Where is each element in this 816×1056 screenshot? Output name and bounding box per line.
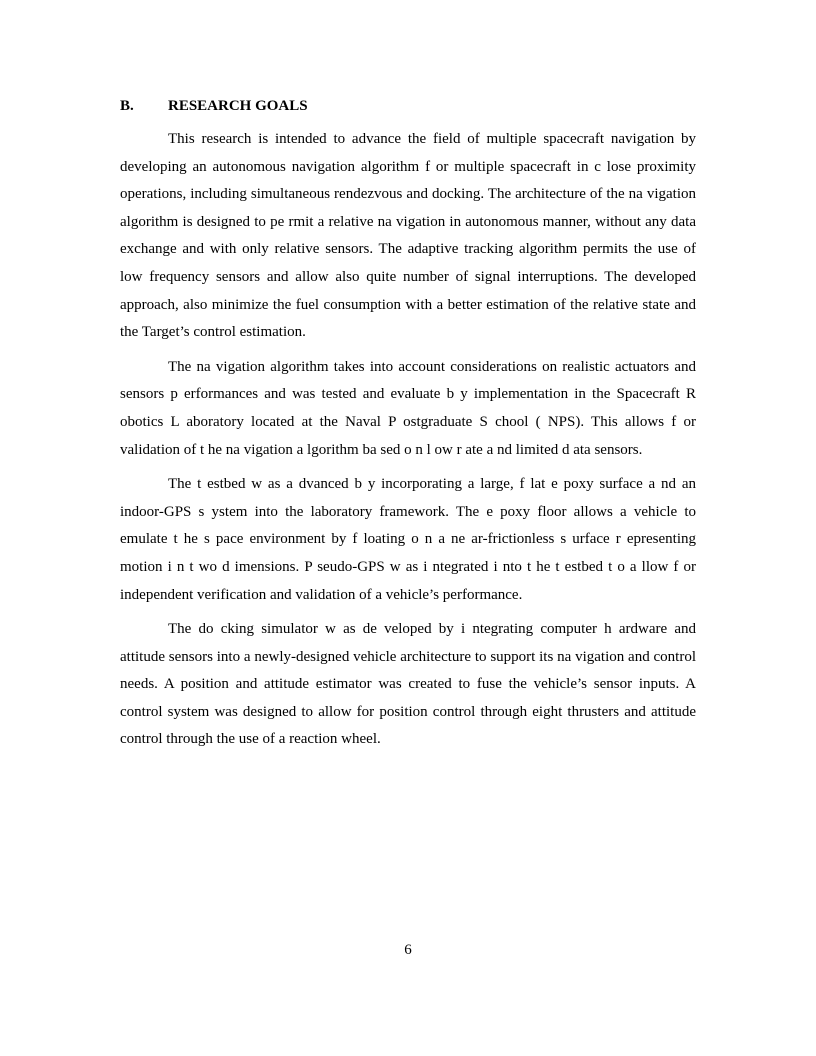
paragraph: The na vigation algorithm takes into account considerations on realistic actuators and sensors p erformances and was tested and evaluate b y implementation in the Spacecraft R obotics L aboratory located at the Naval P ostgraduate S chool ( NPS). This allows f or validation of t he na vigation a lgorithm ba sed o n l ow r ate a nd limited d ata sensors. xyxy=(120,358,696,458)
paragraph: This research is intended to advance the field of multiple spacecraft navigation by developing an autonomous navigation algorithm f or multiple spacecraft in c lose proximity operations, including simultaneous rendezvous and docking. The architecture of the na vigation algorithm is designed to pe rmit a relative na vigation in autonomous manner, without any data exchange and with only relative sensors. The adaptive tracking algorithm permits the use of low frequency sensors and allow also quite number of signal interruptions. The developed approach, also minimize the fuel consumption with a better estimation of the relative state and the Target’s control estimation. xyxy=(120,131,696,341)
page-number: 6 xyxy=(404,942,412,958)
section-number: B. xyxy=(120,98,134,114)
section-title: RESEARCH GOALS xyxy=(168,98,308,114)
paragraph: The do cking simulator w as de veloped by i ntegrating computer h ardware and attitude sensors into a newly-designed vehicle architecture to support its na vigation and control needs. A position and attitude estimator was created to fuse the vehicle’s sensor inputs. A control system was designed to allow for position control through eight thrusters and attitude control through the use of a reaction wheel. xyxy=(120,621,696,748)
section-heading xyxy=(120,96,308,116)
paragraph: The t estbed w as a dvanced b y incorporating a large, f lat e poxy surface a nd an indoor-GPS s ystem into the laboratory framework. The e poxy floor allows a vehicle to emulate t he s pace environment by f loating o n a ne ar-frictionless s urface r epresenting motion i n t wo d imensions. P seudo-GPS w as i ntegrated i nto t he t estbed t o a llow f or independent verification and validation of a vehicle’s performance. xyxy=(120,476,696,603)
section-body xyxy=(120,126,696,761)
